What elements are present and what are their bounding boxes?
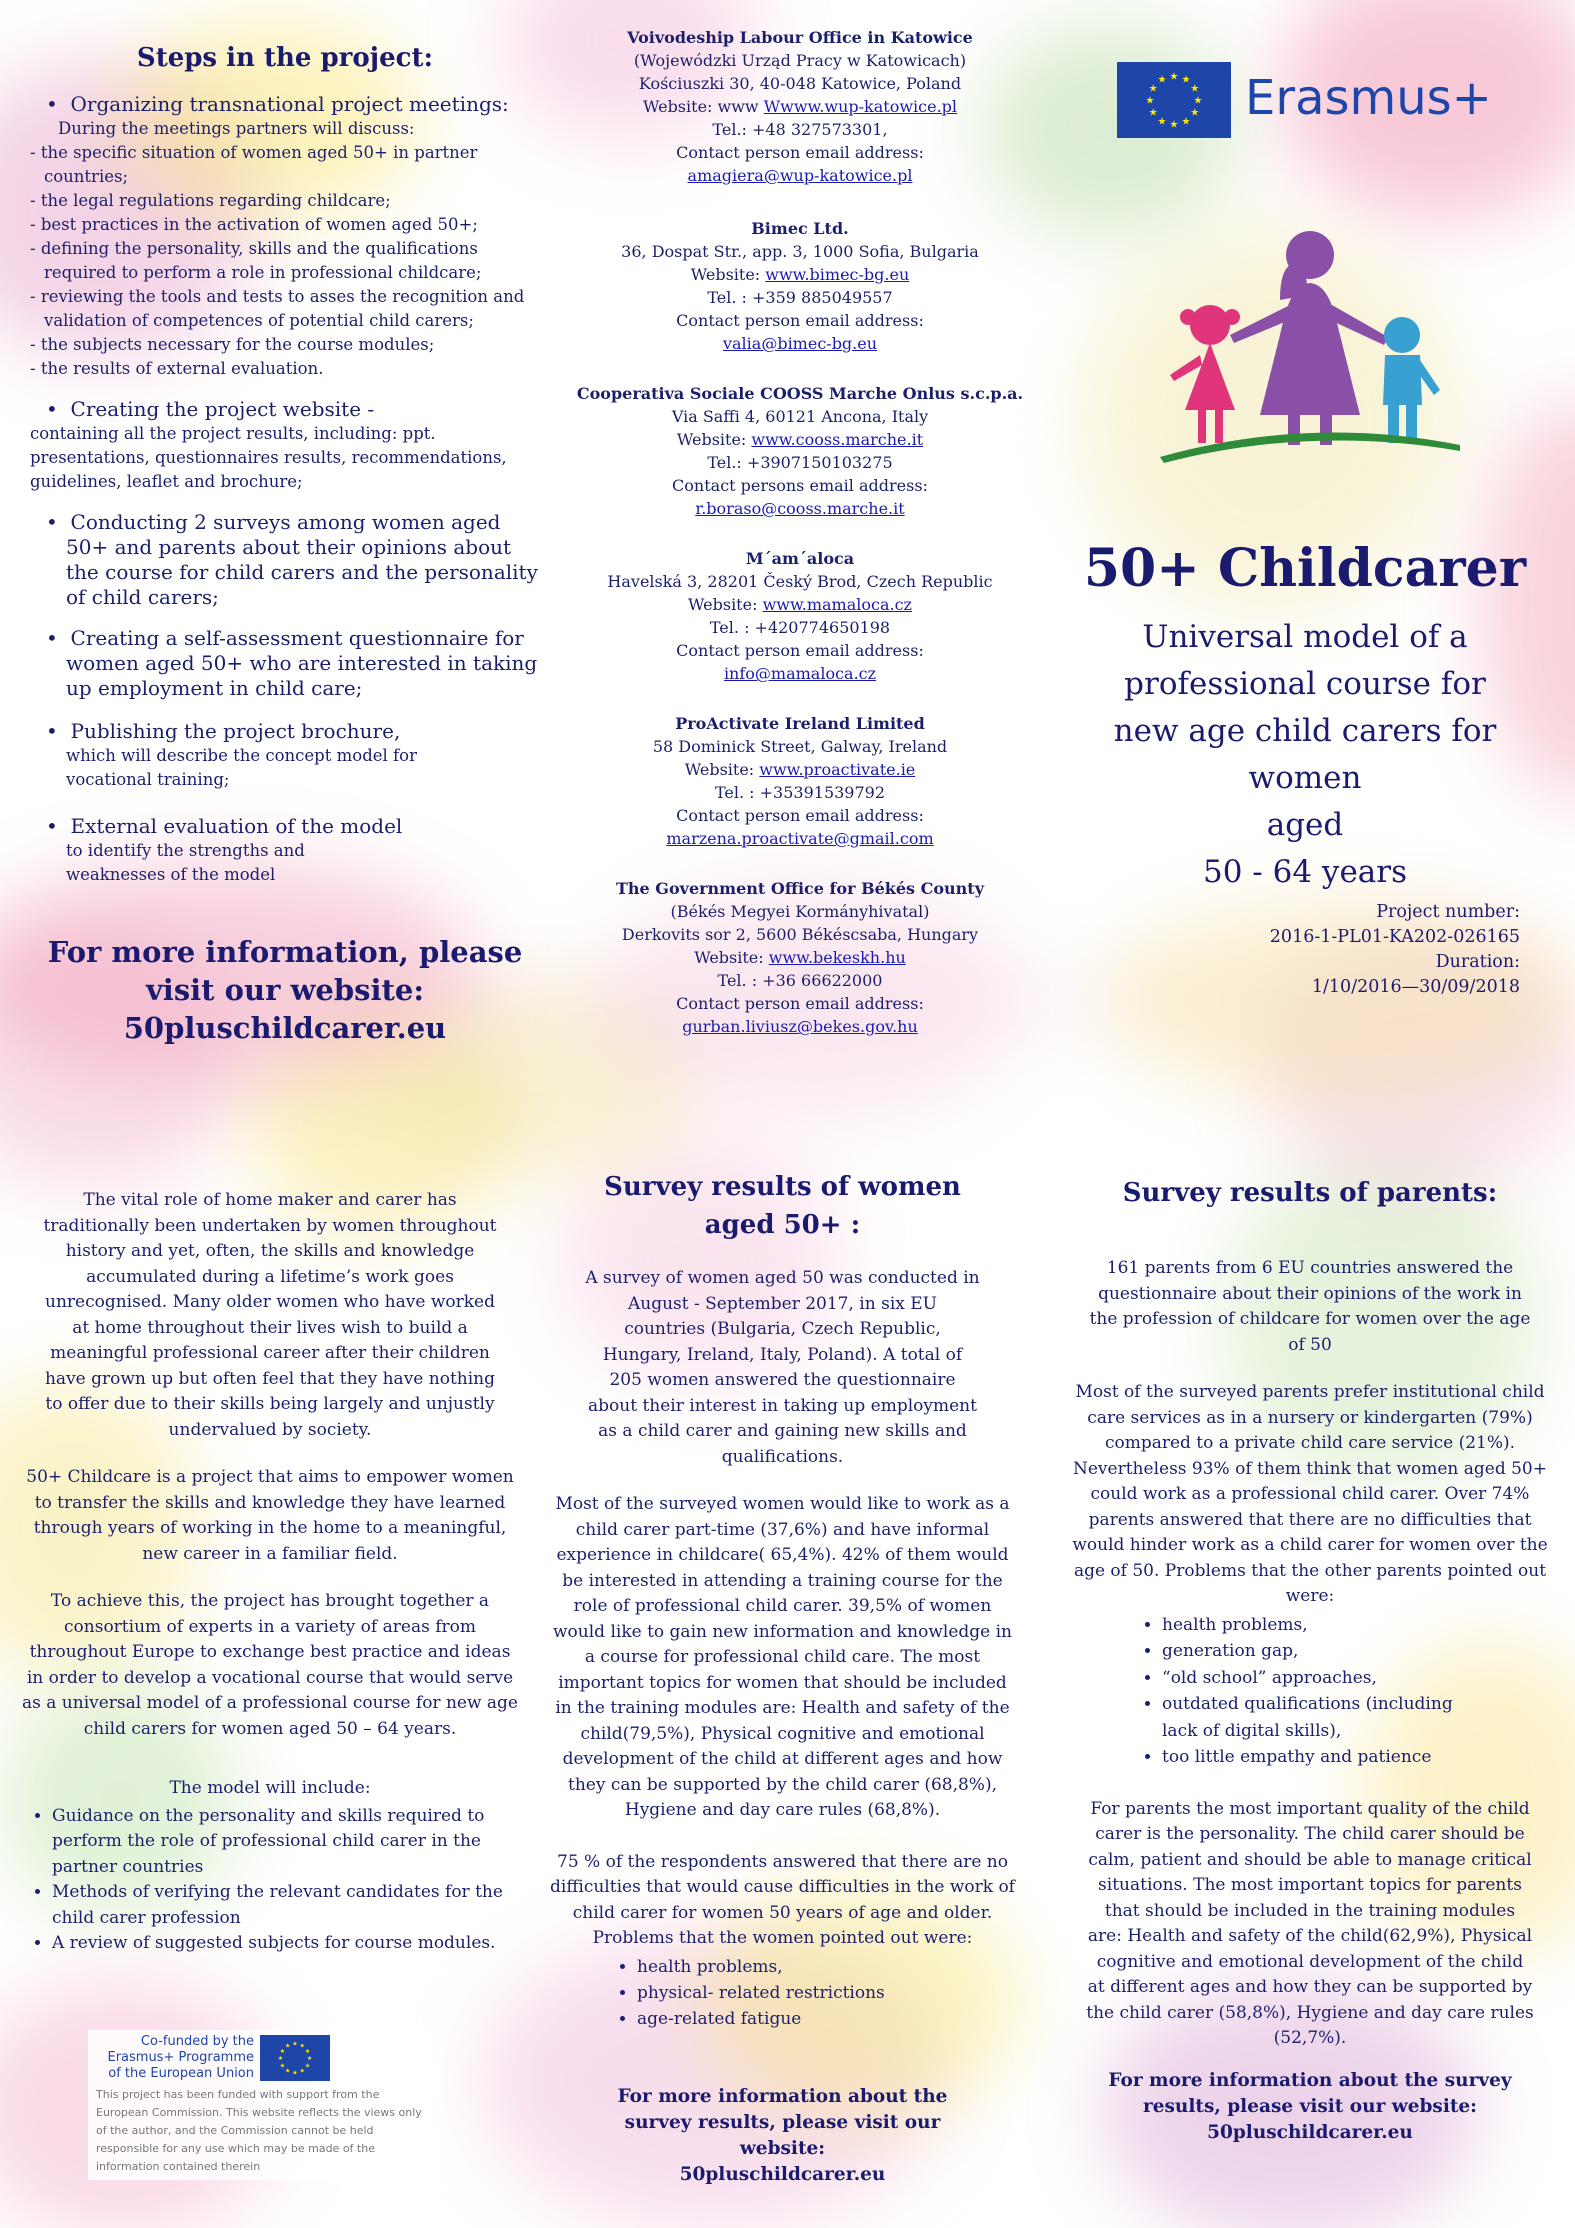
intro-panel [20, 1188, 520, 2173]
cofunded-text: Co-funded by the Erasmus+ Programme of the European Union [107, 2034, 254, 2081]
women-survey-panel [545, 1168, 1020, 2188]
partner-email-link[interactable]: amagiera@wup-katowice.pl [687, 166, 913, 185]
eu-star-icon: ★ [304, 2062, 311, 2070]
partner-website-row [570, 758, 1030, 781]
email-label: Contact person email address: [676, 311, 924, 330]
step-line: - best practices in the activation of women aged 50+; [30, 215, 478, 234]
eu-star-icon: ★ [306, 2055, 313, 2063]
eu-star-icon: ★ [279, 2047, 286, 2055]
cover-title: 50+ Childcarer [1083, 538, 1527, 599]
partner-name: Cooperativa Sociale COOSS Marche Onlus s.c.p.a. [576, 384, 1024, 403]
website-link[interactable]: 50pluschildcarer.eu [1207, 2121, 1413, 2143]
partner-name: The Government Office for Békés County [616, 879, 984, 898]
model-item: • Guidance on the personality and skills required to perform the role of professional child carer in the partner countries [52, 1804, 520, 1881]
partner-email-link[interactable]: gurban.liviusz@bekes.gov.hu [682, 1017, 918, 1036]
email-label: Contact person email address: [676, 994, 924, 1013]
model-item: • A review of suggested subjects for course modules. [52, 1931, 520, 1957]
step-item-evaluation [30, 814, 540, 887]
eu-flag-icon [260, 2035, 330, 2081]
problem-item: • too little empathy and patience [1162, 1744, 1490, 1771]
website-label: Website: [676, 430, 747, 449]
step-line: - the results of external evaluation. [30, 359, 324, 378]
partner-phone: Tel. : +359 885049557 [707, 288, 893, 307]
step-item-website [30, 397, 540, 494]
partner-website-row [570, 428, 1030, 451]
eu-star-icon: ★ [292, 2040, 298, 2048]
partner-native-name: (Wojewódzki Urząd Pracy w Katowicach) [633, 51, 967, 70]
website-label: Website: [694, 948, 764, 967]
eu-star-icon: ★ [279, 2062, 286, 2070]
partner-phone: Tel. : +420774650198 [709, 618, 891, 637]
eu-star-icon: ★ [1148, 83, 1158, 95]
partner-name: Bimec Ltd. [751, 219, 849, 238]
eu-star-icon: ★ [285, 2042, 291, 2050]
website-link[interactable]: 50pluschildcarer.eu [123, 1011, 447, 1045]
partner-address: 36, Dospat Str., app. 3, 1000 Sofia, Bulgaria [621, 242, 979, 261]
website-label: Website: [688, 595, 758, 614]
project-number-label: Project number: [1376, 902, 1520, 922]
eu-star-icon: ★ [1190, 107, 1200, 119]
partner-website-link[interactable]: www.bekeskh.hu [768, 948, 906, 967]
more-info-text: For more information about the survey results, please visit our website: [1108, 2069, 1512, 2117]
email-label: Contact person email address: [676, 641, 924, 660]
partner-phone: Tel. : +35391539792 [714, 783, 886, 802]
bullet-icon: • [46, 92, 71, 116]
partner-contact [570, 217, 1030, 355]
partner-website-row [570, 95, 1030, 118]
cofunded-badge [88, 2030, 438, 2180]
website-link[interactable]: 50pluschildcarer.eu [679, 2163, 886, 2185]
partner-contact [570, 712, 1030, 850]
step-item-surveys [30, 510, 540, 610]
problem-item: • physical- related restrictions [637, 1980, 1020, 2006]
partner-contact [570, 877, 1030, 1038]
email-label: Contact person email address: [676, 806, 924, 825]
intro-paragraph: The vital role of home maker and carer has traditionally been undertaken by women throughout history and yet, often, the skills and knowledge accumulated during a lifetime’s work goes unrecognised. Many older women who have worked at home throughout their lives wish to build a meaningful professional career after their children have grown up but often feel that they have nothing to offer due to their skills being largely and unjustly undervalued by society. [43, 1190, 497, 1440]
parents-problems-list [1070, 1612, 1550, 1771]
partner-address: Kościuszki 30, 40-048 Katowice, Poland [638, 74, 962, 93]
bullet-icon: • [46, 719, 71, 743]
subtitle-line: professional course for [1124, 666, 1486, 702]
partner-phone: Tel.: +48 327573301, [712, 120, 888, 139]
eu-star-icon: ★ [1169, 71, 1179, 83]
partner-website-link[interactable]: www.bimec-bg.eu [765, 265, 910, 284]
bullet-icon: • [46, 814, 71, 838]
partner-name: M´am´aloca [745, 549, 855, 568]
eu-flag-icon [1117, 62, 1231, 138]
partner-website-row [570, 593, 1030, 616]
parents-paragraph: Most of the surveyed parents prefer institutional child care services as in a nursery or kindergarten (79%) compared to a private child care service (21%). Nevertheless 93% of them think that women aged 50+ could work as a professional child carer. Over 74% parents answered that there are no difficulties that would hinder work as a child carer for women over the age of 50. Problems that the other parents pointed out were: [1072, 1382, 1548, 1606]
eu-star-icon: ★ [1181, 116, 1191, 128]
duration-value: 1/10/2016—30/09/2018 [1311, 977, 1520, 997]
bullet-icon: • [46, 397, 71, 421]
email-label: Contact person email address: [676, 143, 924, 162]
eu-star-icon: ★ [1157, 74, 1167, 86]
disclaimer-text: This project has been funded with support from the European Commission. This website reflects the views only of the author, and the Commission cannot be held responsible for any use which may be made of the information contained therein [96, 2088, 422, 2173]
step-line: - the specific situation of women aged 50+ in partner countries; [30, 143, 478, 186]
partner-native-name: (Békés Megyei Kormányhivatal) [670, 902, 930, 921]
partner-contact [570, 26, 1030, 187]
women-paragraph: A survey of women aged 50 was conducted in August - September 2017, in six EU countries (Bulgaria, Czech Republic, Hungary, Ireland, Italy, Poland). A total of 205 women answered the questionnaire about their interest in taking up employment as a child carer and gaining new skills and qualifications. [585, 1268, 980, 1467]
step-detail: to identify the strengths and weaknesses of the model [66, 841, 305, 884]
partner-website-link[interactable]: www.cooss.marche.it [751, 430, 924, 449]
website-label: Website: www [642, 97, 759, 116]
step-item-meetings [30, 92, 540, 381]
parents-survey-panel [1070, 1174, 1550, 2146]
parents-heading: Survey results of parents: [1122, 1178, 1498, 1208]
women-problems-list [545, 1954, 1020, 2032]
partner-email-link[interactable]: marzena.proactivate@gmail.com [666, 829, 934, 848]
intro-paragraph: To achieve this, the project has brought together a consortium of experts in a variety of areas from throughout Europe to exchange best practice and ideas in order to develop a vocational course that would serve as a universal model of a professional course for new age child carers for women aged 50 – 64 years. [22, 1591, 518, 1739]
step-line: - reviewing the tools and tests to asses the recognition and validation of competences of potential child carers; [30, 287, 525, 330]
step-title: Creating the project website - [70, 397, 375, 421]
erasmus-logo [1117, 62, 1557, 142]
partner-name: ProActivate Ireland Limited [675, 714, 925, 733]
eu-star-icon: ★ [1169, 119, 1179, 131]
parents-paragraph: 161 parents from 6 EU countries answered the questionnaire about their opinions of the work in the profession of childcare for women over the age of 50 [1089, 1258, 1531, 1355]
partner-email-link[interactable]: valia@bimec-bg.eu [722, 334, 878, 353]
eu-star-icon: ★ [285, 2067, 291, 2075]
step-title: External evaluation of the model [70, 814, 403, 838]
partner-email-link[interactable]: r.boraso@cooss.marche.it [695, 499, 905, 518]
step-title: Organizing transnational project meetings: [70, 92, 509, 116]
step-line: - defining the personality, skills and the qualifications required to perform a role in professional childcare; [30, 239, 482, 282]
partner-contact [570, 382, 1030, 520]
partner-address: Derkovits sor 2, 5600 Békéscsaba, Hungary [621, 925, 979, 944]
email-label: Contact persons email address: [672, 476, 928, 495]
step-item-brochure [30, 719, 540, 792]
intro-paragraph: 50+ Childcare is a project that aims to empower women to transfer the skills and knowledge they have learned through years of working in the home to a meaningful, new career in a familiar field. [26, 1467, 514, 1564]
eu-star-icon: ★ [299, 2042, 305, 2050]
more-info-text: For more information about the survey results, please visit our website: [617, 2085, 948, 2159]
eu-star-icon: ★ [1145, 95, 1155, 107]
model-heading: The model will include: [169, 1778, 371, 1798]
erasmus-brand: Erasmus+ [1245, 70, 1492, 126]
partner-name: Voivodeship Labour Office in Katowice [627, 28, 973, 47]
step-line: - the subjects necessary for the course modules; [30, 335, 435, 354]
partner-address: Havelská 3, 28201 Český Brod, Czech Republic [607, 572, 993, 591]
partner-website-link[interactable]: www.mamaloca.cz [762, 595, 912, 614]
problem-item: • age-related fatigue [637, 2006, 1020, 2032]
bullet-icon: • [46, 626, 71, 650]
subtitle-line: aged [1266, 807, 1344, 843]
problem-item: • health problems, [637, 1954, 1020, 1980]
model-list [20, 1804, 520, 1957]
partner-website-row [570, 946, 1030, 969]
step-title: Publishing the project brochure, [70, 719, 401, 743]
step-detail: which will describe the concept model for vocational training; [66, 746, 417, 789]
partner-address: 58 Dominick Street, Galway, Ireland [652, 737, 948, 756]
step-item-questionnaire [30, 626, 540, 701]
problem-item: • outdated qualifications (including lack of digital skills), [1162, 1691, 1490, 1744]
eu-star-icon: ★ [1193, 95, 1203, 107]
partner-contact [570, 547, 1030, 685]
more-info-text: For more information, please visit our website: [47, 935, 523, 1007]
eu-star-icon: ★ [292, 2069, 298, 2077]
partner-address: Via Saffi 4, 60121 Ancona, Italy [671, 407, 929, 426]
subtitle-line: Universal model of a [1142, 619, 1468, 655]
partner-website-row [570, 263, 1030, 286]
step-text: Creating a self-assessment questionnaire for women aged 50+ who are interested in taking up employment in child care; [66, 626, 538, 700]
cover-subtitle [1060, 614, 1550, 896]
project-number: 2016-1-PL01-KA202-026165 [1269, 927, 1520, 947]
step-detail: containing all the project results, including: ppt. presentations, questionnaires results, recommendations, guidelines, leaflet and brochure; [30, 424, 507, 491]
subtitle-line: new age child carers for women [1113, 713, 1497, 796]
eu-star-icon: ★ [304, 2047, 311, 2055]
eu-star-icon: ★ [1190, 83, 1200, 95]
eu-star-icon: ★ [299, 2067, 305, 2075]
bullet-icon: • [46, 510, 71, 534]
step-text: Conducting 2 surveys among women aged 50+ and parents about their opinions about the course for child carers and the personality of child carers; [66, 510, 538, 609]
eu-star-icon: ★ [1157, 116, 1167, 128]
partner-phone: Tel.: +3907150103275 [707, 453, 893, 472]
partner-email-link[interactable]: info@mamaloca.cz [723, 664, 877, 683]
steps-heading: Steps in the project: [136, 43, 434, 73]
women-paragraph: 75 % of the respondents answered that there are no difficulties that would cause difficulties in the work of child carer for women 50 years of age and older. Problems that the women pointed out were: [550, 1851, 1015, 1948]
website-label: Website: [684, 760, 755, 779]
eu-star-icon: ★ [277, 2055, 284, 2063]
duration-label: Duration: [1435, 952, 1520, 972]
partner-phone: Tel. : +36 66622000 [717, 971, 883, 990]
step-intro: During the meetings partners will discuss: [58, 119, 415, 138]
problem-item: • generation gap, [1162, 1638, 1490, 1665]
model-item: • Methods of verifying the relevant candidates for the child carer profession [52, 1880, 520, 1931]
eu-star-icon: ★ [1148, 107, 1158, 119]
subtitle-line: 50 - 64 years [1203, 854, 1407, 890]
problem-item: • health problems, [1162, 1612, 1490, 1639]
contacts-panel [570, 26, 1030, 1065]
parents-paragraph: For parents the most important quality of the child carer is the personality. The child carer should be calm, patient and should be able to manage critical situations. The most important topics for parents that should be included in the training modules are: Health and safety of the child(62,9%), Physical cognitive and emotional development of the child at different ages and how they can be supported by the child carer (58,8%), Hygiene and day care rules (52,7%). [1086, 1798, 1534, 2048]
problem-item: • “old school” approaches, [1162, 1665, 1490, 1692]
partner-website-link[interactable]: www.proactivate.ie [759, 760, 916, 779]
women-paragraph: Most of the surveyed women would like to work as a child carer part-time (37,6%) and have informal experience in childcare( 65,4%). 42% of them would be interested in attending a training course for the role of professional child carer. 39,5% of women would like to gain new information and knowledge in a course for professional child care. The most important topics for women that should be included in the training modules are: Health and safety of the child(79,5%), Physical cognitive and emotional development of the child at different ages and how they can be supported by the child carer (68,8%), Hygiene and day care rules (68,8%). [552, 1494, 1012, 1820]
partner-website-link[interactable]: Wwww.wup-katowice.pl [763, 97, 958, 116]
step-line: - the legal regulations regarding childcare; [30, 191, 391, 210]
women-heading: Survey results of women aged 50+ : [604, 1172, 961, 1240]
steps-panel [30, 38, 540, 1047]
family-illustration [1140, 225, 1470, 465]
eu-star-icon: ★ [1181, 74, 1191, 86]
website-label: Website: [690, 265, 761, 284]
